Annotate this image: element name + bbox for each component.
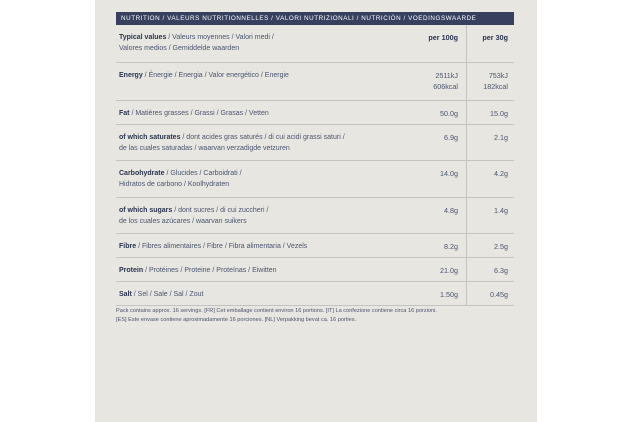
carbohydrate-bold: Carbohydrate bbox=[119, 170, 165, 177]
energy-label bbox=[119, 70, 369, 81]
column-divider bbox=[466, 125, 467, 160]
table-header-row bbox=[116, 25, 514, 63]
fibre-per-100g: 8.2g bbox=[444, 242, 458, 251]
salt-per-30g: 0.45g bbox=[490, 290, 508, 299]
fat-label bbox=[119, 108, 369, 119]
fibre-row bbox=[116, 234, 514, 258]
saturates-line2: de las cuales saturadas / waarvan verzadigde vetzuren bbox=[119, 145, 290, 152]
fibre-rest: / Fibres alimentaires / Fibre / Fibra alimentaria / Vezels bbox=[136, 243, 308, 250]
fibre-per-30g: 2.5g bbox=[494, 242, 508, 251]
column-divider bbox=[466, 198, 467, 233]
salt-bold: Salt bbox=[119, 291, 132, 298]
column-divider bbox=[466, 101, 467, 124]
sugars-per-100g: 4.8g bbox=[444, 206, 458, 215]
nutrition-panel bbox=[95, 0, 537, 422]
sugars-per-30g: 1.4g bbox=[494, 206, 508, 215]
energy-per-100g bbox=[433, 70, 458, 92]
column-divider bbox=[466, 234, 467, 257]
sugars-rest: / dont sucres / di cui zuccheri / bbox=[172, 207, 269, 214]
energy-kj-30g: 753kJ bbox=[488, 71, 508, 80]
salt-rest: / Sel / Sale / Sal / Zout bbox=[131, 291, 204, 298]
nutrition-header: NUTRITION / VALEURS NUTRITIONNELLES / VALORI NUTRIZIONALI / NUTRICIÓN / VOEDINGSWAARDE bbox=[116, 12, 514, 25]
carbohydrate-row bbox=[116, 161, 514, 198]
per-30g-header: per 30g bbox=[482, 33, 508, 42]
energy-bold: Energy bbox=[119, 72, 143, 79]
protein-label bbox=[119, 265, 369, 276]
saturates-per-100g: 6.9g bbox=[444, 133, 458, 142]
salt-per-100g: 1.50g bbox=[440, 290, 458, 299]
servings-note bbox=[116, 307, 514, 325]
protein-per-100g: 21.0g bbox=[440, 266, 458, 275]
servings-note-line1: Pack contains approx. 16 servings. [FR] Cet emballage contient environ 16 portions. [IT] La confezione contiene circa 16 porzioni. bbox=[116, 308, 437, 314]
carbohydrate-per-30g: 4.2g bbox=[494, 169, 508, 178]
carbohydrate-rest: / Glucides / Carboidrati / bbox=[164, 170, 242, 177]
saturates-row bbox=[116, 125, 514, 161]
sugars-line2: de los cuales azúcares / waarvan suikers bbox=[119, 218, 247, 225]
sugars-bold: of which sugars bbox=[119, 207, 173, 214]
energy-row bbox=[116, 63, 514, 101]
fat-row bbox=[116, 101, 514, 125]
saturates-label bbox=[119, 132, 369, 154]
column-divider bbox=[466, 25, 467, 62]
fat-per-30g: 15.0g bbox=[490, 109, 508, 118]
energy-rest: / Énergie / Energia / Valor energético / Energie bbox=[142, 72, 289, 79]
protein-per-30g: 6.3g bbox=[494, 266, 508, 275]
saturates-per-30g: 2.1g bbox=[494, 133, 508, 142]
salt-row bbox=[116, 282, 514, 306]
per-100g-header: per 100g bbox=[428, 33, 458, 42]
fat-per-100g: 50.0g bbox=[440, 109, 458, 118]
typical-values-label bbox=[119, 32, 369, 54]
typical-values-rest: / Valeurs moyennes / Valori medi / bbox=[166, 34, 274, 41]
nutrition-table bbox=[116, 25, 514, 306]
sugars-label bbox=[119, 205, 369, 227]
carbohydrate-line2: Hidratos de carbono / Koolhydraten bbox=[119, 181, 230, 188]
typical-values-line2: Valores medios / Gemiddelde waarden bbox=[119, 45, 240, 52]
typical-values-bold: Typical values bbox=[119, 34, 167, 41]
column-divider bbox=[466, 282, 467, 305]
carbohydrate-label bbox=[119, 168, 369, 190]
protein-bold: Protein bbox=[119, 267, 144, 274]
carbohydrate-per-100g: 14.0g bbox=[440, 169, 458, 178]
salt-label bbox=[119, 289, 369, 300]
energy-kcal-100g: 606kcal bbox=[433, 82, 458, 91]
protein-rest: / Protéines / Proteine / Proteínas / Eiwitten bbox=[143, 267, 277, 274]
protein-row bbox=[116, 258, 514, 282]
column-divider bbox=[466, 161, 467, 197]
energy-per-30g bbox=[483, 70, 508, 92]
fibre-label bbox=[119, 241, 369, 252]
saturates-rest: / dont acides gras saturés / di cui acidi grassi saturi / bbox=[180, 134, 345, 141]
energy-kcal-30g: 182kcal bbox=[483, 82, 508, 91]
column-divider bbox=[466, 258, 467, 281]
column-divider bbox=[466, 63, 467, 100]
energy-kj-100g: 2511kJ bbox=[435, 71, 458, 80]
servings-note-line2: [ES] Este envase contiene aproximadamente 16 porciones. [NL] Verpakking bevat ca. 16 porties. bbox=[116, 317, 357, 323]
fat-rest: / Matières grasses / Grassi / Grasas / Vetten bbox=[129, 110, 269, 117]
saturates-bold: of which saturates bbox=[119, 134, 181, 141]
fibre-bold: Fibre bbox=[119, 243, 137, 250]
sugars-row bbox=[116, 198, 514, 234]
fat-bold: Fat bbox=[119, 110, 130, 117]
